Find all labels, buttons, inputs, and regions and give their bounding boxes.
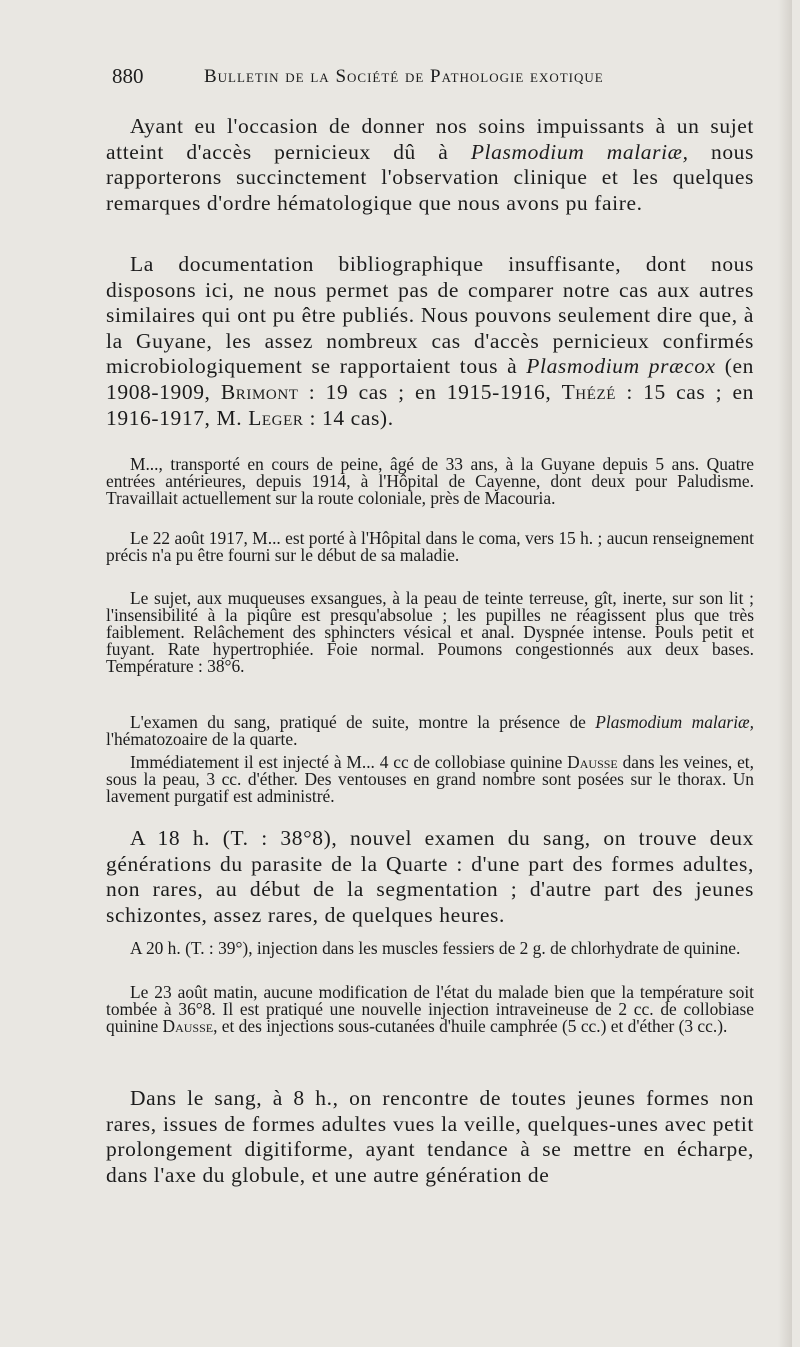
paragraph-intro: Ayant eu l'occasion de donner nos soins impuissants à un sujet atteint d'accès pernicieux dû à Plasmodium malariæ, nous rapporterons succinctement l'observation clinique et les quelques remarques d'ordre hématologique que nous avons pu faire.	[106, 114, 754, 215]
observation-admission: Le 22 août 1917, M... est porté à l'Hôpital dans le coma, vers 15 h. ; aucun renseignement précis n'a pu être fourni sur le début de sa maladie.	[106, 528, 754, 566]
paragraph-18h-exam: A 18 h. (T. : 38°8), nouvel examen du sang, on trouve deux générations du parasite de la Quarte : d'une part des formes adultes, non rares, au début de la segmentation ; d'autre part des jeunes schizontes, assez rares, de quelques heures.	[106, 826, 754, 927]
running-head: Bulletin de la Société de Pathologie exotique	[204, 66, 604, 87]
observation-patient: M..., transporté en cours de peine, âgé de 33 ans, à la Guyane depuis 5 ans. Quatre entrées antérieures, depuis 1914, à l'Hôpital de Cayenne, dont deux pour Paludisme. Travaillait actuellement sur la route coloniale, près de Macouria.	[106, 454, 754, 509]
page-number: 880	[112, 64, 144, 88]
paragraph-blood-findings: Dans le sang, à 8 h., on rencontre de toutes jeunes formes non rares, issues de formes adultes vues la veille, quelques-unes avec petit prolongement digitiforme, ayant tendance à se mettre en écharpe, dans l'axe du globule, et une autre génération de	[106, 1086, 754, 1187]
observation-treatment: Immédiatement il est injecté à M... 4 cc de collobiase quinine Dausse dans les veines, et, sous la peau, 3 cc. d'éther. Des ventouses en grand nombre sont posées sur le thorax. Un lavement purgatif est administré.	[106, 752, 754, 807]
observation-blood-exam: L'examen du sang, pratiqué de suite, montre la présence de Plasmodium malariæ, l'hématozoaire de la quarte.	[106, 712, 754, 750]
observation-20h: A 20 h. (T. : 39°), injection dans les muscles fessiers de 2 g. de chlorhydrate de quinine.	[130, 938, 741, 958]
page-header	[112, 64, 692, 94]
page-edge-shadow	[778, 0, 792, 1347]
paragraph-bibliography: La documentation bibliographique insuffisante, dont nous disposons ici, ne nous permet pas de comparer notre cas aux autres similaires qui ont pu être publiés. Nous pouvons seulement dire que, à la Guyane, les assez nombreux cas d'accès pernicieux confirmés microbiologiquement se rapportaient tous à Plasmodium præcox (en 1908-1909, Brimont : 19 cas ; en 1915-1916, Thézé : 15 cas ; en 1916-1917, M. Leger : 14 cas).	[106, 252, 755, 430]
observation-23-august: Le 23 août matin, aucune modification de l'état du malade bien que la température soit tombée à 36°8. Il est pratiqué une nouvelle injection intraveineuse de 2 cc. de collobiase quinine Dausse, et des injections sous-cutanées d'huile camphrée (5 cc.) et d'éther (3 cc.).	[106, 982, 754, 1037]
observation-clinical-exam: Le sujet, aux muqueuses exsangues, à la peau de teinte terreuse, gît, inerte, sur son lit ; l'insensibilité à la piqûre est presqu'absolue ; les pupilles ne réagissent plus que très faiblement. Relâchement des sphincters vésical et anal. Dyspnée intense. Pouls petit et fuyant. Rate hypertrophiée. Foie normal. Poumons congestionnés aux deux bases. Température : 38°6.	[106, 588, 754, 677]
